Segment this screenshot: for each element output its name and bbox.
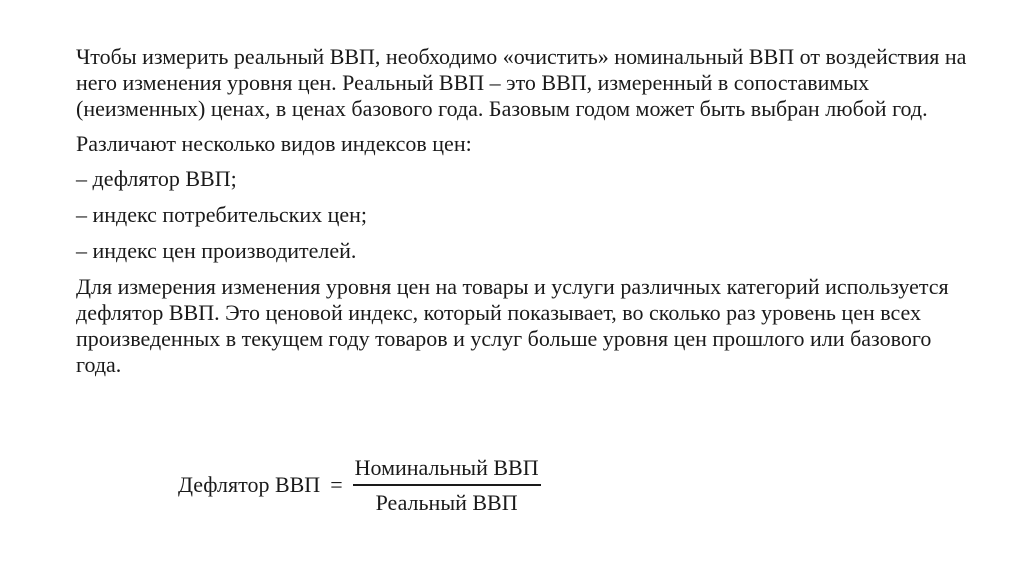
slide-text-body <box>76 44 976 387</box>
formula-fraction <box>353 455 541 516</box>
paragraph-real-gdp-definition: Чтобы измерить реальный ВВП, необходимо «очистить» номинальный ВВП от воздействия на него изменения уровня цен. Реальный ВВП – это ВВП, измеренный в сопоставимых (неизменных) ценах, в ценах базового года. Базовым годом может быть выбран любой год. <box>76 44 967 121</box>
paragraph-deflator-explanation: Для измерения изменения уровня цен на товары и услуги различных категорий используется дефлятор ВВП. Это ценовой индекс, который показывает, во сколько раз уровень цен всех произведенных в текущем году товаров и услуг больше уровня цен прошлого или базового года. <box>76 274 949 377</box>
list-item-producer-price-index: – индекс цен производителей. <box>76 238 357 263</box>
list-item-gdp-deflator: – дефлятор ВВП; <box>76 166 237 191</box>
list-item-consumer-price-index: – индекс потребительских цен; <box>76 202 368 227</box>
formula-denominator: Реальный ВВП <box>375 489 518 515</box>
gdp-deflator-formula <box>178 450 541 520</box>
formula-numerator: Номинальный ВВП <box>354 454 539 480</box>
formula-lhs: Дефлятор ВВП <box>178 472 321 497</box>
formula-equals-sign: = <box>330 472 343 497</box>
paragraph-price-index-types: Различают несколько видов индексов цен: <box>76 131 472 156</box>
